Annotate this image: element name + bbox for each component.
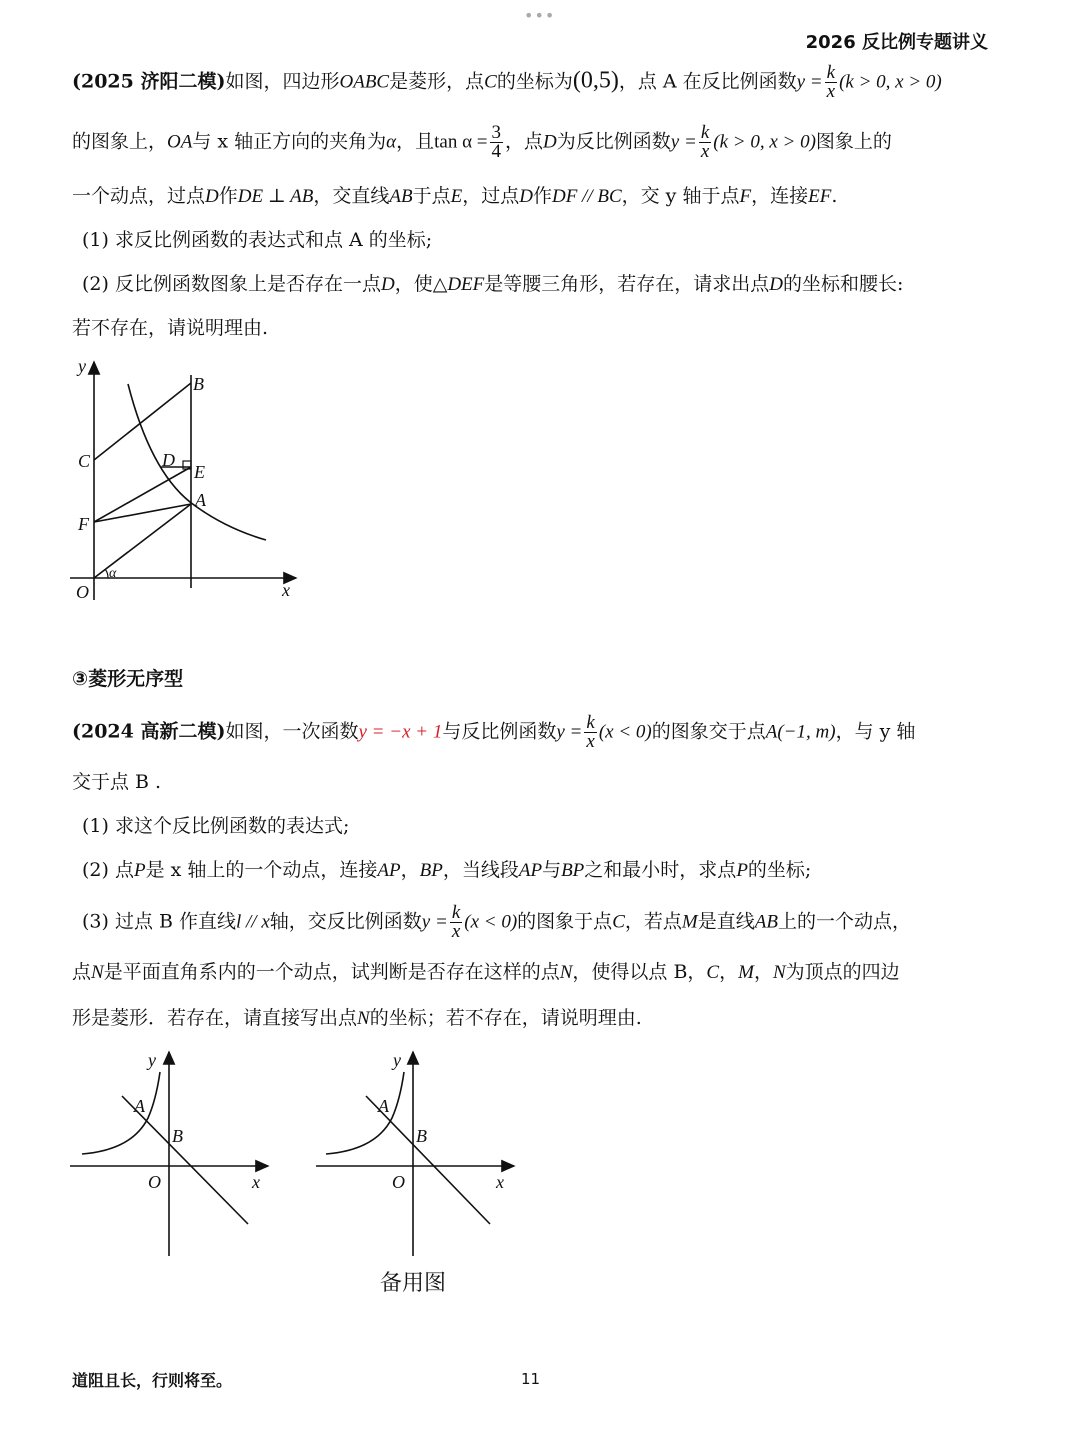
text: 之和最小时，求点 bbox=[584, 859, 737, 881]
text: ，若点 bbox=[624, 910, 682, 933]
math-d: D bbox=[769, 274, 784, 295]
figure-caption: 备用图 bbox=[380, 1271, 447, 1296]
math-cond: (k > 0, x > 0) bbox=[839, 71, 942, 93]
label-o: O bbox=[148, 1172, 161, 1192]
math-c: C bbox=[484, 71, 497, 93]
text: ，交 y 轴于点 bbox=[621, 185, 740, 207]
math-c: C bbox=[612, 911, 625, 933]
text: 形是菱形．若存在，请直接写出点 bbox=[72, 1007, 358, 1029]
label-b: B bbox=[193, 374, 204, 394]
text: ，连接 bbox=[751, 185, 809, 207]
label-x: x bbox=[496, 1172, 504, 1192]
math-m: M bbox=[681, 911, 698, 933]
figure-1 bbox=[60, 350, 320, 610]
text: 与 x 轴正方向的夹角为 bbox=[192, 130, 387, 153]
problem1-source: (2025 济阳二模) bbox=[72, 70, 226, 93]
text: 是直线 bbox=[697, 910, 755, 933]
text: 点 bbox=[72, 961, 92, 983]
math-n: N bbox=[559, 962, 573, 983]
alpha-arc bbox=[105, 569, 108, 578]
text: 的坐标为 bbox=[496, 70, 573, 93]
text: 图象上的 bbox=[815, 130, 892, 153]
math-p: P bbox=[736, 860, 748, 881]
problem1-line2 bbox=[72, 124, 992, 161]
page-number: 11 bbox=[521, 1370, 541, 1388]
text: ，使得以点 B， bbox=[572, 961, 707, 983]
section-title: ③菱形无序型 bbox=[72, 668, 184, 690]
math-triangle: △DEF bbox=[432, 274, 485, 295]
problem2-q2 bbox=[82, 854, 1002, 887]
math-tan: tan α = bbox=[434, 131, 488, 153]
math-point-a: A(−1, m) bbox=[765, 721, 836, 743]
text: ，且 bbox=[396, 130, 435, 153]
text: 的坐标; bbox=[747, 859, 812, 881]
math-m: M bbox=[738, 962, 754, 983]
math-ab: AB bbox=[754, 911, 778, 933]
figure-2 bbox=[64, 1045, 284, 1265]
footer-motto: 道阻且长，行则将至。 bbox=[72, 1371, 233, 1390]
label-d: D bbox=[162, 450, 175, 470]
label-a: A bbox=[378, 1096, 389, 1116]
math-fy: y = bbox=[556, 721, 583, 743]
label-y: y bbox=[393, 1050, 401, 1070]
text: ， bbox=[719, 961, 739, 983]
text: ，使 bbox=[394, 273, 433, 295]
math-oa: OA bbox=[167, 131, 193, 153]
text: ，当线段 bbox=[442, 859, 519, 881]
problem2-source: (2024 高新二模) bbox=[72, 720, 226, 743]
math-cond: (x < 0) bbox=[598, 721, 652, 743]
label-x: x bbox=[252, 1172, 260, 1192]
problem2-q1: (1) 求这个反比例函数的表达式; bbox=[82, 815, 350, 837]
text: 是等腰三角形，若存在，请求出点 bbox=[484, 273, 770, 295]
math-ap: AP bbox=[377, 860, 401, 881]
text: 的图象上， bbox=[72, 130, 168, 153]
figure-2-backup bbox=[308, 1045, 528, 1265]
text: (3) 过点 B 作直线 bbox=[82, 910, 236, 933]
hyperbola-curve bbox=[82, 1072, 160, 1154]
math-fy: y = bbox=[421, 911, 448, 933]
text: 作 bbox=[532, 185, 552, 207]
math-d: D bbox=[519, 186, 533, 207]
text: (2) 反比例函数图象上是否存在一点 bbox=[82, 273, 381, 295]
label-c: C bbox=[78, 451, 91, 471]
text: 的图象于点 bbox=[517, 910, 613, 933]
text: ，点 bbox=[505, 130, 544, 153]
problem1-q2-cont: 若不存在，请说明理由. bbox=[72, 317, 269, 339]
math-n: N bbox=[357, 1008, 370, 1029]
text: ， bbox=[753, 961, 773, 983]
label-b: B bbox=[172, 1126, 183, 1146]
math-l-par: l // x bbox=[236, 911, 270, 933]
document-header: 2026 反比例专题讲义 bbox=[805, 32, 988, 53]
fraction-k-x: $\frac{k}{x}$ bbox=[586, 712, 595, 752]
text: 的图象交于点 bbox=[651, 720, 766, 743]
problem1-line3 bbox=[72, 180, 992, 213]
text: . bbox=[831, 185, 838, 207]
math-fy: y = bbox=[796, 71, 823, 93]
math-df-par: DF // BC bbox=[551, 186, 622, 207]
text: 一个动点，过点 bbox=[72, 185, 206, 207]
text: ，点 A 在反比例函数 bbox=[618, 70, 797, 93]
math-d: D bbox=[380, 274, 395, 295]
label-a: A bbox=[134, 1096, 145, 1116]
menu-dots[interactable]: ••• bbox=[524, 6, 556, 25]
math-cond: (k > 0, x > 0) bbox=[713, 131, 816, 153]
math-linear: y = −x + 1 bbox=[358, 721, 443, 743]
math-ap: AP bbox=[518, 860, 543, 881]
text: ， bbox=[400, 859, 420, 881]
text: 为反比例函数 bbox=[556, 130, 671, 153]
label-alpha: α bbox=[109, 566, 117, 581]
math-quad: OABC bbox=[339, 71, 390, 93]
problem2-line1 bbox=[72, 714, 992, 751]
text: ，与 y 轴 bbox=[835, 720, 916, 743]
text: 轴，交反比例函数 bbox=[269, 910, 422, 933]
problem2-q3 bbox=[82, 904, 1002, 941]
math-n: N bbox=[772, 962, 786, 983]
math-d: D bbox=[205, 186, 219, 207]
math-coord-c: (0,5) bbox=[572, 67, 619, 94]
math-f: F bbox=[739, 186, 752, 207]
math-alpha: α bbox=[386, 131, 397, 153]
problem1-q2 bbox=[82, 268, 1002, 301]
text: (2) 点 bbox=[82, 859, 134, 881]
segment-cb bbox=[94, 383, 191, 460]
problem2-line5 bbox=[72, 956, 992, 989]
label-o: O bbox=[76, 582, 89, 602]
text: ，过点 bbox=[462, 185, 520, 207]
math-ab: AB bbox=[389, 186, 413, 207]
math-bp: BP bbox=[561, 860, 585, 881]
fraction-k-x: $\frac{k}{x}$ bbox=[451, 902, 461, 942]
math-fy: y = bbox=[670, 131, 697, 153]
math-p: P bbox=[133, 860, 146, 881]
problem2-line2: 交于点 B . bbox=[72, 771, 162, 793]
text: 上的一个动点， bbox=[777, 910, 911, 933]
text: 如图，一次函数 bbox=[225, 720, 359, 743]
text: 作 bbox=[218, 185, 238, 207]
text: 是 x 轴上的一个动点，连接 bbox=[145, 859, 378, 881]
text: 为顶点的四边 bbox=[785, 961, 900, 983]
text: 如图，四边形 bbox=[225, 70, 340, 93]
math-e: E bbox=[450, 186, 463, 207]
fraction-3-4: $\frac{3}{4}$ bbox=[491, 122, 502, 162]
label-x: x bbox=[282, 580, 290, 600]
text: 与反比例函数 bbox=[442, 720, 557, 743]
fraction-k-x: $\frac{k}{x}$ bbox=[700, 122, 710, 162]
fraction-k-x: $\frac{k}{x}$ bbox=[826, 62, 836, 102]
label-o: O bbox=[392, 1172, 405, 1192]
hyperbola-curve bbox=[326, 1072, 404, 1154]
math-n: N bbox=[91, 962, 104, 983]
math-de-perp: DE ⊥ AB bbox=[237, 186, 314, 207]
label-a: A bbox=[195, 490, 206, 510]
text: 是平面直角系内的一个动点，试判断是否存在这样的点 bbox=[103, 961, 560, 983]
text: 于点 bbox=[412, 185, 451, 207]
problem1-line1 bbox=[72, 64, 992, 101]
label-e: E bbox=[194, 462, 205, 482]
text: 与 bbox=[542, 859, 562, 881]
math-ef: EF bbox=[808, 186, 832, 207]
problem1-q1: (1) 求反比例函数的表达式和点 A 的坐标; bbox=[82, 229, 433, 251]
math-bp: BP bbox=[419, 860, 443, 881]
label-y: y bbox=[78, 356, 86, 376]
text: 是菱形，点 bbox=[389, 70, 485, 93]
problem2-line6 bbox=[72, 1002, 992, 1035]
text: 的坐标和腰长: bbox=[783, 273, 904, 295]
label-y: y bbox=[148, 1050, 156, 1070]
math-cond: (x < 0) bbox=[464, 911, 518, 933]
text: ，交直线 bbox=[313, 185, 390, 207]
label-b: B bbox=[416, 1126, 427, 1146]
math-c: C bbox=[706, 962, 720, 983]
label-f: F bbox=[78, 514, 89, 534]
text: 的坐标；若不存在，请说明理由. bbox=[369, 1007, 642, 1029]
math-d: D bbox=[543, 131, 557, 153]
